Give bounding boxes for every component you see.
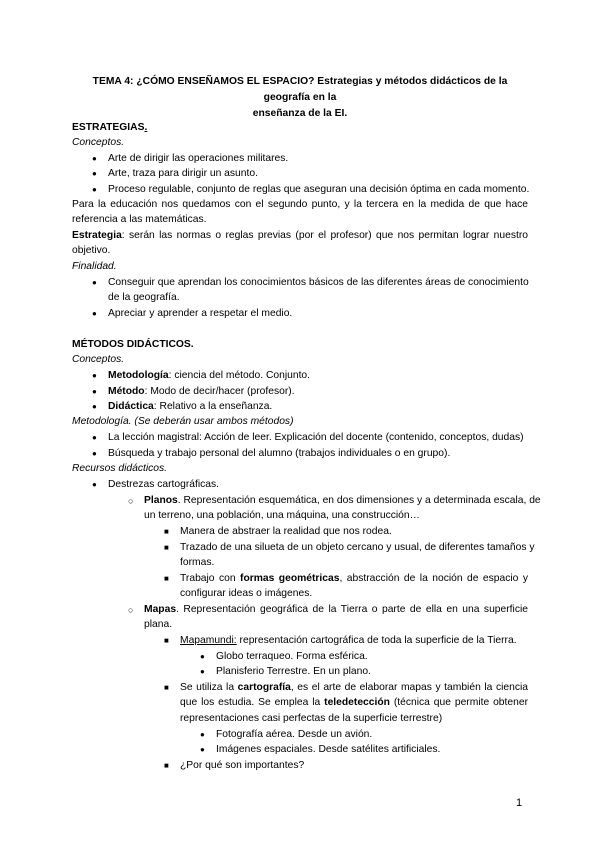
list-item: Globo terraqueo. Forma esférica. xyxy=(216,651,368,662)
bullet-icon: ● xyxy=(92,371,97,380)
subheading-finalidad: Finalidad. xyxy=(72,261,117,272)
bullet-icon: ● xyxy=(92,185,97,194)
list-item: Proceso regulable, conjunto de reglas que aseguran una decisión óptima en cada momento. xyxy=(108,184,530,195)
list-item: La lección magistral: Acción de leer. Explicación del docente (contenido, conceptos, dudas) xyxy=(108,432,524,443)
bullet-icon: ● xyxy=(200,745,205,754)
list-item: Conseguir que aprendan los conocimientos básicos de las diferentes áreas de conocimiento xyxy=(108,277,529,288)
list-item: Arte de dirigir las operaciones militares. xyxy=(108,153,289,164)
list-item: Se utiliza la cartografía, es el arte de elaborar mapas y también la ciencia xyxy=(180,682,528,693)
list-item: Destrezas cartográficas. xyxy=(108,479,220,490)
list-item: Apreciar y aprender a respetar el medio. xyxy=(108,308,293,319)
bullet-icon: ● xyxy=(200,730,205,739)
list-item-continuation: representaciones casi perfectas de la superficie terrestre) xyxy=(180,713,443,724)
square-bullet-icon: ■ xyxy=(164,543,169,552)
bullet-icon: ● xyxy=(200,652,205,661)
bullet-icon: ● xyxy=(92,433,97,442)
bullet-icon: ● xyxy=(92,154,97,163)
bullet-icon: ● xyxy=(92,278,97,287)
title-line-1: TEMA 4: ¿CÓMO ENSEÑAMOS EL ESPACIO? Estrategias y métodos didácticos de la geografía en la xyxy=(92,76,508,103)
planos-definition: Planos. Representación esquemática, en dos dimensiones y a determinada escala, de xyxy=(144,495,541,506)
list-item: Metodología: ciencia del método. Conjunto. xyxy=(108,370,311,381)
section-heading-estrategias: ESTRATEGIAS. xyxy=(72,122,148,133)
bullet-icon: ● xyxy=(200,667,205,676)
page-number: 1 xyxy=(516,797,523,809)
square-bullet-icon: ■ xyxy=(164,636,169,645)
circle-bullet-icon: ○ xyxy=(128,496,134,506)
list-item: Mapamundi: representación cartográfica de toda la superficie de la Tierra. xyxy=(180,635,517,646)
bullet-icon: ● xyxy=(92,449,97,458)
list-item: Arte, traza para dirigir un asunto. xyxy=(108,168,258,179)
paragraph-line: objetivo. xyxy=(72,245,111,256)
square-bullet-icon: ■ xyxy=(164,527,169,536)
list-item: Trabajo con formas geométricas, abstracción de la noción de espacio y xyxy=(180,573,528,584)
list-item-continuation: formas. xyxy=(180,557,215,568)
list-item-continuation: que los estudia. Se emplea la teledetección (técnica que permite obtener xyxy=(180,697,529,708)
list-item: Método: Modo de decir/hacer (profesor). xyxy=(108,386,295,397)
subheading-recursos: Recursos didácticos. xyxy=(72,463,167,474)
section-heading-metodos: MÉTODOS DIDÁCTICOS. xyxy=(72,339,194,350)
list-item: Trazado de una silueta de un objeto cercano y usual, de diferentes tamaños y xyxy=(180,542,535,553)
list-item: Búsqueda y trabajo personal del alumno (trabajos individuales o en grupo). xyxy=(108,448,451,459)
list-item-continuation: configurar ideas o imágenes. xyxy=(180,588,313,599)
paragraph-line: Para la educación nos quedamos con el segundo punto, y la tercera en la medida de que hace xyxy=(72,199,528,210)
estrategia-definition: Estrategia: serán las normas o reglas previas (por el profesor) que nos permitan lograr nuestro xyxy=(72,230,528,241)
list-item: Manera de abstraer la realidad que nos rodea. xyxy=(180,526,392,537)
subheading-conceptos: Conceptos. xyxy=(72,137,125,148)
list-item: Fotografía aérea. Desde un avión. xyxy=(216,729,373,740)
mapas-definition: Mapas. Representación geográfica de la Tierra o parte de ella en una superficie xyxy=(144,604,528,615)
list-item: Planisferio Terrestre. En un plano. xyxy=(216,666,371,677)
list-item-continuation: de la geografía. xyxy=(108,292,180,303)
list-item-continuation: un terreno, una población, una máquina, una construcción… xyxy=(144,510,420,521)
bullet-icon: ● xyxy=(92,169,97,178)
list-item: Didáctica: Relativo a la enseñanza. xyxy=(108,401,273,412)
square-bullet-icon: ■ xyxy=(164,683,169,692)
bullet-icon: ● xyxy=(92,387,97,396)
bullet-icon: ● xyxy=(92,402,97,411)
square-bullet-icon: ■ xyxy=(164,761,169,770)
circle-bullet-icon: ○ xyxy=(128,605,134,615)
list-item: ¿Por qué son importantes? xyxy=(180,760,305,771)
list-item-continuation: plana. xyxy=(144,619,173,630)
bullet-icon: ● xyxy=(92,480,97,489)
bullet-icon: ● xyxy=(92,309,97,318)
subheading-conceptos: Conceptos. xyxy=(72,354,125,365)
paragraph-line: referencia a las matemáticas. xyxy=(72,214,207,225)
square-bullet-icon: ■ xyxy=(164,574,169,583)
title-line-2: enseñanza de la EI. xyxy=(252,108,348,119)
list-item: Imágenes espaciales. Desde satélites artificiales. xyxy=(216,744,441,755)
subheading-metodologia: Metodología. (Se deberán usar ambos métodos) xyxy=(72,416,294,427)
page-title xyxy=(72,74,528,122)
